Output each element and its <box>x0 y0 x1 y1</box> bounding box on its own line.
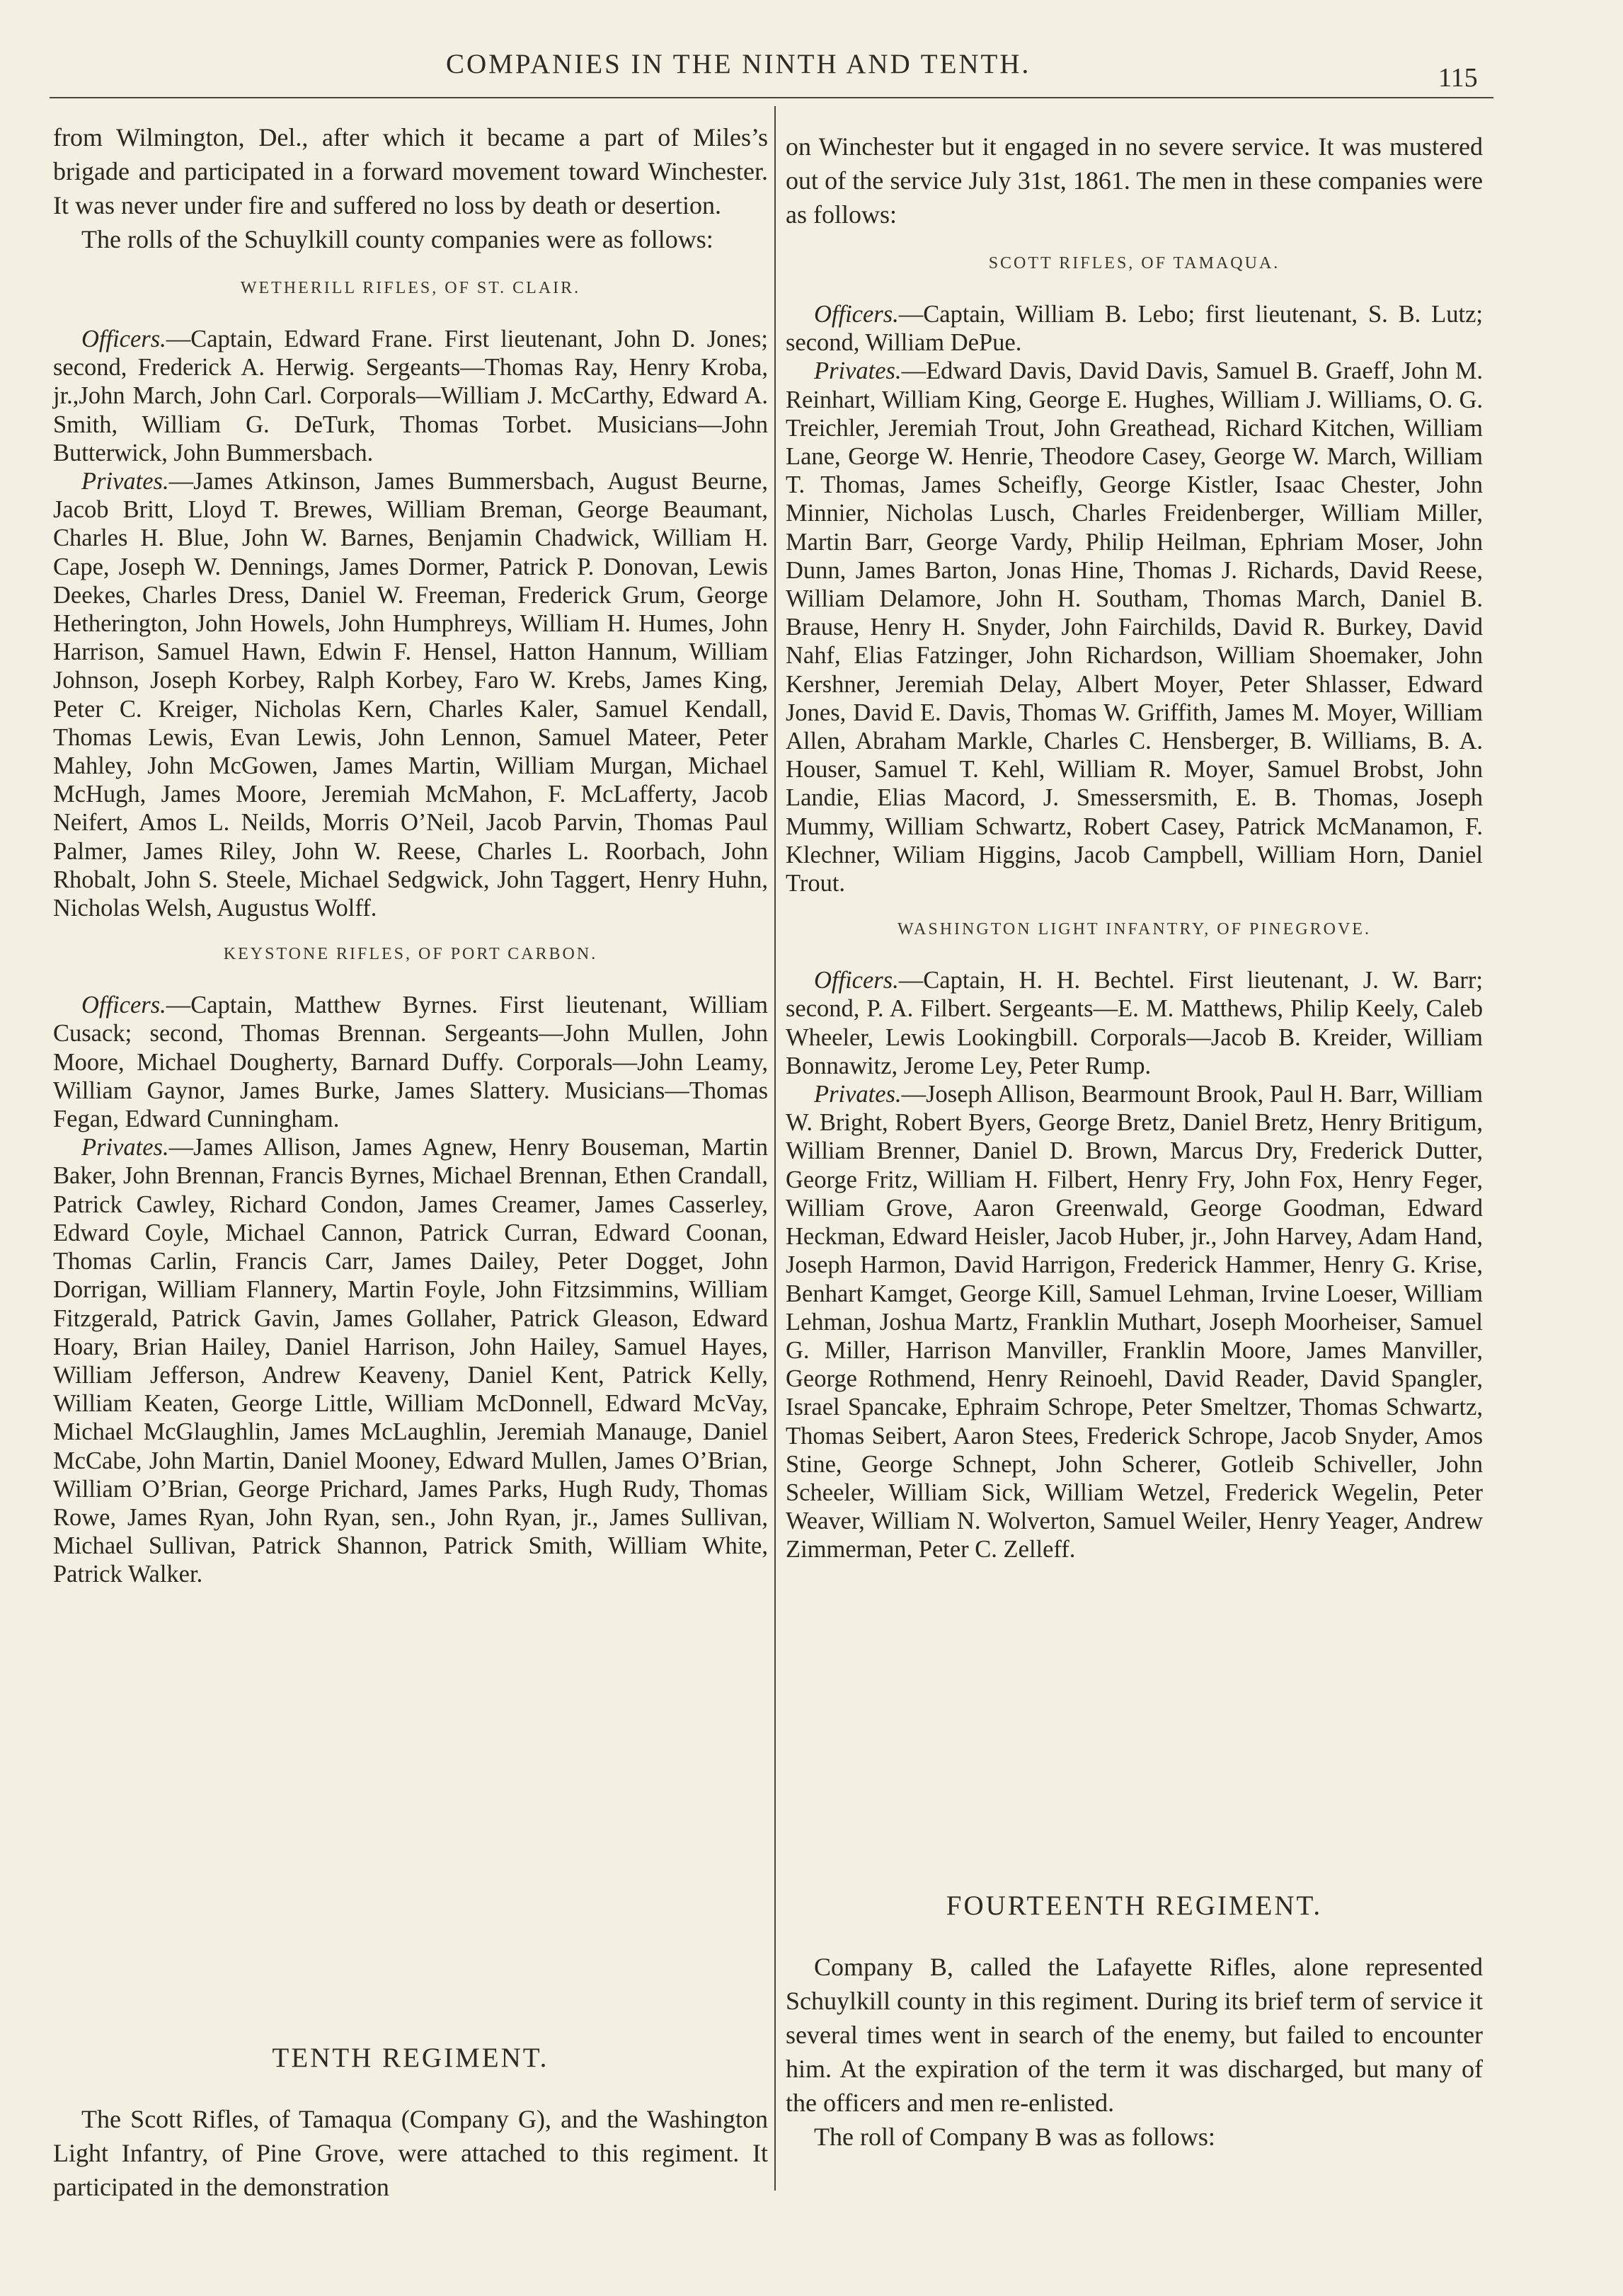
officers-text: —Captain, Matthew Byrnes. First lieutenant, William Cusack; second, Thomas Brennan. Sergeants—John Mullen, John Moore, Michael Dougherty, Barnard Duffy. Corporals—John Leamy, William Gaynor, James Burke, James Slattery. Musicians—Thomas Fegan, Edward Cunningham. <box>53 992 768 1133</box>
header-rule <box>50 97 1493 98</box>
privates-label: Privates. <box>814 357 902 385</box>
wetherill-heading: WETHERILL RIFLES, OF ST. CLAIR. <box>240 279 581 297</box>
fourteenth-regiment-heading: FOURTEENTH REGIMENT. <box>946 1890 1323 1921</box>
privates-text: —Joseph Allison, Bearmount Brook, Paul H. Barr, William W. Bright, Robert Byers, George Bretz, Daniel Bretz, Henry Britigum, William Brenner, Daniel D. Brown, Marcus Dry, Frederick Dutter, George Fritz, William H. Filbert, Henry Fry, John Fox, Henry Feger, William Grove, Aaron Greenwald, George Goodman, Edward Heckman, Edward Heisler, Jacob Huber, jr., John Harvey, Adam Hand, Joseph Harmon, David Harrigon, Frederick Hammer, Henry G. Krise, Benhart Kamget, George Kill, Samuel Lehman, Irvine Loeser, William Lehman, Joshua Martz, Franklin Muthart, Joseph Moorheiser, Samuel G. Miller, Harrison Manviller, Franklin Moore, James Manviller, George Rothmend, Henry Reinoehl, David Reader, David Spangler, Israel Spancake, Ephraim Schrope, Peter Smeltzer, Thomas Schwartz, Thomas Seibert, Aaron Stees, Frederick Schrope, Jacob Snyder, Amos Stine, George Schnept, John Scherer, Gotleib Schiveller, John Scheeler, William Sick, William Wetzel, Frederick Wegelin, Peter Weaver, William N. Wolverton, Samuel Weiler, Henry Yeager, Andrew Zimmerman, Peter C. Zelleff. <box>786 1081 1483 1563</box>
keystone-privates <box>53 1133 768 1588</box>
tenth-regiment-heading: TENTH REGIMENT. <box>272 2043 549 2073</box>
keystone-officers <box>53 991 768 1133</box>
fourteenth-regiment-text: Company B, called the Lafayette Rifles, alone represented Schuylkill county in this regiment. During its brief term of service it several times went in search of the enemy, but failed to encounter him. At the expiration of the term it was discharged, but many of the officers and men re-enlisted. <box>786 1953 1483 2117</box>
fourteenth-regiment-section <box>786 1869 1483 2154</box>
privates-label: Privates. <box>81 468 169 495</box>
privates-text: —James Atkinson, James Bummersbach, August Beurne, Jacob Britt, Lloyd T. Brewes, William Breman, George Beaumant, Charles H. Blue, John W. Barnes, Benjamin Chadwick, William H. Cape, Joseph W. Dennings, James Dormer, Patrick P. Donovan, Lewis Deekes, Charles Dress, Daniel W. Freeman, Frederick Grum, George Hetherington, John Howels, John Humphreys, William H. Humes, John Harrison, Samuel Hawn, Edwin F. Hensel, Hatton Hannum, William Johnson, Joseph Korbey, Ralph Korbey, Faro W. Krebs, James King, Peter C. Kreiger, Nicholas Kern, Charles Kaler, Samuel Kendall, Thomas Lewis, Evan Lewis, John Lennon, Samuel Mateer, Peter Mahley, John McGowen, James Martin, William Murgan, Michael McHugh, James Moore, Jeremiah McMahon, F. McLafferty, Jacob Neifert, Amos L. Neilds, Morris O’Neil, Jacob Parvin, Thomas Paul Palmer, James Riley, John W. Reese, Charles L. Roorbach, John Rhobalt, John S. Steele, Michael Sedgwick, John Taggert, Henry Huhn, Nicholas Welsh, Augustus Wolff. <box>53 468 768 922</box>
washington-heading: WASHINGTON LIGHT INFANTRY, OF PINEGROVE. <box>897 920 1371 939</box>
privates-label: Privates. <box>814 1081 902 1108</box>
scott-heading: SCOTT RIFLES, OF TAMAQUA. <box>988 254 1280 272</box>
privates-label: Privates. <box>81 1134 169 1161</box>
officers-text: —Captain, William B. Lebo; first lieutenant, S. B. Lutz; second, William DePue. <box>786 301 1483 357</box>
officers-label: Officers. <box>81 326 166 352</box>
tenth-regiment-section <box>53 2021 768 2204</box>
wetherill-officers <box>53 325 768 467</box>
tenth-regiment-text: The Scott Rifles, of Tamaqua (Company G), and the Washington Light Infantry, of Pine Grove, were attached to this regiment. It participated in the demonstration <box>53 2105 768 2201</box>
officers-label: Officers. <box>81 992 166 1019</box>
running-head: COMPANIES IN THE NINTH AND TENTH. <box>446 49 1031 79</box>
column-divider <box>774 106 776 2191</box>
officers-text: —Captain, H. H. Bechtel. First lieutenant, J. W. Barr; second, P. A. Filbert. Sergeants—E. M. Matthews, Philip Keely, Caleb Wheeler, Lewis Lookingbill. Corporals—Jacob B. Kreider, William Bonnawitz, Jerome Ley, Peter Rump. <box>786 967 1483 1079</box>
rolls-intro-paragraph: The rolls of the Schuylkill county companies were as follows: <box>81 225 713 253</box>
wetherill-privates <box>53 467 768 922</box>
officers-label: Officers. <box>814 967 899 994</box>
continuation-paragraph: on Winchester but it engaged in no severe service. It was mustered out of the service July 31st, 1861. The men in these companies were as follows: <box>786 132 1483 229</box>
page-number: 115 <box>1438 63 1478 93</box>
washington-privates <box>786 1080 1483 1563</box>
left-intro-block <box>53 120 768 256</box>
roll-intro-paragraph: The roll of Company B was as follows: <box>814 2123 1215 2151</box>
intro-paragraph: from Wilmington, Del., after which it became a part of Miles’s brigade and participated in a forward movement toward Winchester. It was never under fire and suffered no loss by death or desertion. <box>53 123 768 219</box>
officers-label: Officers. <box>814 301 899 328</box>
privates-text: —Edward Davis, David Davis, Samuel B. Graeff, John M. Reinhart, William King, George E. Hughes, William J. Williams, O. G. Treichler, Jeremiah Trout, John Greathead, Richard Kitchen, William Lane, George W. Henrie, Theodore Casey, George W. March, William T. Thomas, James Scheifly, George Kistler, Isaac Chester, John Minnier, Nicholas Lusch, Charles Freidenberger, William Miller, Martin Barr, George Vardy, Philip Heilman, Ephriam Moser, John Dunn, James Barton, Jonas Hine, Thomas J. Richards, David Reese, William Delamore, John H. Southam, Thomas March, Daniel B. Brause, Henry H. Snyder, John Fairchilds, David R. Burkey, David Nahf, Elias Fatzinger, John Richardson, William Shoemaker, John Kershner, Jeremiah Delay, Albert Moyer, Peter Shlasser, Edward Jones, David E. Davis, Thomas W. Griffith, James M. Moyer, William Allen, Abraham Markle, Charles C. Hensberger, B. Williams, B. A. Houser, Samuel T. Kehl, William R. Moyer, Samuel Brobst, John Landie, Elias Macord, J. Smessersmith, E. B. Thomas, Joseph Mummy, William Schwartz, Robert Casey, Patrick McManamon, F. Klechner, Wiliam Higgins, Jacob Campbell, William Horn, Daniel Trout. <box>786 357 1483 897</box>
privates-text: —James Allison, James Agnew, Henry Bouseman, Martin Baker, John Brennan, Francis Byrnes, Michael Brennan, Ethen Crandall, Patrick Cawley, Richard Condon, James Creamer, James Casserley, Edward Coyle, Michael Cannon, Patrick Curran, Edward Coonan, Thomas Carlin, Francis Carr, James Dailey, Peter Dogget, John Dorrigan, William Flannery, Martin Foyle, John Fitzsimmins, William Fitzgerald, Patrick Gavin, James Gollaher, Patrick Gleason, Edward Hoary, Brian Hailey, Daniel Harrison, John Hailey, Samuel Hayes, William Jefferson, Andrew Keaveny, Daniel Kent, Patrick Kelly, William Keaten, George Little, William McDonnell, Edward McVay, Michael McGlaughlin, James McLaughlin, Jeremiah Manauge, Daniel McCabe, John Martin, Daniel Mooney, Edward Mullen, James O’Brian, William O’Brian, George Prichard, James Parks, Hugh Rudy, Thomas Rowe, James Ryan, John Ryan, sen., John Ryan, jr., James Sullivan, Michael Sullivan, Patrick Shannon, Patrick Smith, William White, Patrick Walker. <box>53 1134 768 1588</box>
right-column <box>786 130 1483 1564</box>
scott-officers <box>786 300 1483 357</box>
officers-text: —Captain, Edward Frane. First lieutenant, John D. Jones; second, Frederick A. Herwig. Sergeants—Thomas Ray, Henry Kroba, jr.,John March, John Carl. Corporals—William J. McCarthy, Edward A. Smith, William G. DeTurk, Thomas Torbet. Musicians—John Butterwick, John Bummersbach. <box>53 326 768 466</box>
left-column <box>53 120 768 1589</box>
keystone-heading: KEYSTONE RIFLES, OF PORT CARBON. <box>223 945 598 964</box>
washington-officers <box>786 966 1483 1080</box>
scott-privates <box>786 357 1483 897</box>
